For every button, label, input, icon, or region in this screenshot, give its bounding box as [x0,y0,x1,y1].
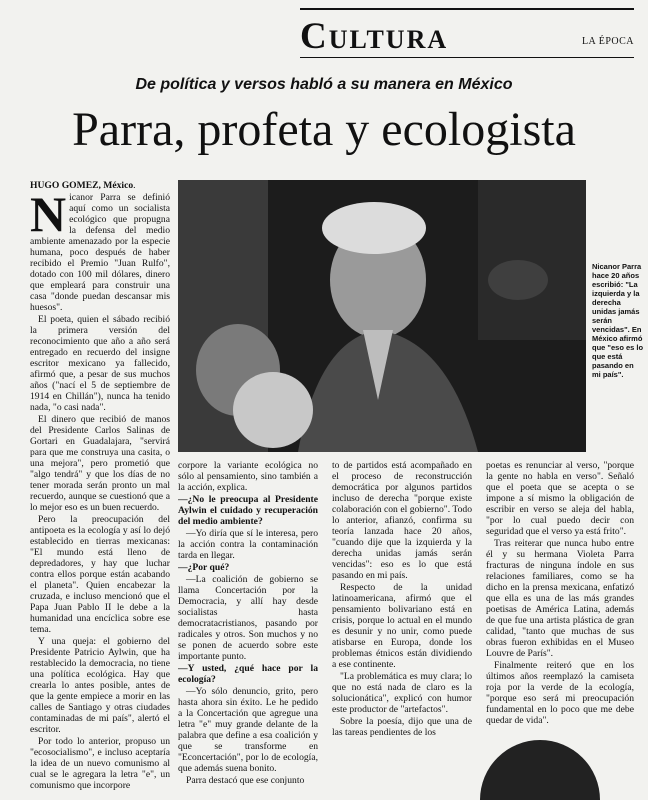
paragraph: Por todo lo anterior, propuso un "ecosocialismo", e incluso aceptaría la idea de un nuevo comunismo al cual se le agregara la letra "e", un comunismo que incorpore [30,736,170,790]
article-column-1: HUGO GOMEZ, México. Nicanor Parra se definió aquí como un socialista ecológico que propugna la defensa del medio ambiente amenazado por la especie humana, poco después de haber recibido el Premio "Juan Rulfo", dotado con 100 mil dólares, dinero que empleará para construir una casa "donde puedan descansar mis huesos". El poeta, quien el sábado recibió la primera versión del reconocimiento que año a año será entregado en recuerdo del insigne escritor mexicano ya fallecido, afirmó que, a pesar de sus muchos años ("nací el 5 de septiembre de 1914 en Chillán"), nunca ha tenido nada, "o casi nada". El dinero que recibió de manos del Presidente Carlos Salinas de Gortari en Guadalajara, "servirá para que me construya una casita, o una mejora", pero prometió que "algo tendrá" y que los días de no tener morada serán pronto un mal recuerdo, aunque se cuestionó que a lo mejor eso es un buen recuerdo. Pero la preocupación del antipoeta es la ecología y así lo dejó establecido en tierras mexicanas: "El mundo está lleno de depredadores, y hay que luchar contra ellos porque están acabando el planeta". Quien encabezar la cruzada, e incluso mencionó que el Papa Juan Pablo II le debe a la humanidad una encíclica sobre ese tema. Y una queja: el gobierno del Presidente Patricio Aylwin, que ha restablecido la democracia, no tiene una política ecológica. Hay que crearla lo antes posible, antes de que la gente empiece a morir en las calles de Santiago y otras ciudades contaminadas de mi país", alertó el escritor. Por todo lo anterior, propuso un "ecosocialismo", e incluso aceptaría la idea de un nuevo comunismo al cual se le agregara la letra "e", un comunismo que incorpore [30,180,170,790]
interview-question: —Y usted, ¿qué hace por la ecología? [178,663,318,685]
header-rule-bottom [300,57,634,58]
paragraph: —Yo diría que sí le interesa, pero la acción contra la contaminación tarda en llegar. [178,528,318,561]
paragraph: Pero la preocupación del antipoeta es la ecología y así lo dejó establecido en tierras mexicanas: "El mundo está lleno de depredadores, y hay que luchar contra ellos porque están acabando el planeta". Quien encabezar la cruzada, e incluso mencionó que el Papa Juan Pablo II le debe a la humanidad una encíclica sobre ese tema. [30,514,170,635]
paragraph: Finalmente reiteró que en los últimos años reemplazó la camiseta roja por la verde de la ecología, "porque eso será mi preocupación fundamental en lo poco que me debe quedar de vida". [486,660,634,726]
article-kicker: De política y versos habló a su manera en México [135,76,513,93]
paragraph: Respecto de la unidad latinoamericana, afirmó que el pensamiento bolivariano está en crisis, porque lo actual en el mundo es desunir y no unir, como puede atisbarse en Europa, donde los problemas étnicos están dividiendo a ese continente. [332,582,472,670]
photo-caption: Nicanor Parra hace 20 años escribió: "La izquierda y la derecha unidas jamás serán vencidas". En México afirmó que "eso es lo que está pasando en mi país". [592,262,644,379]
article-column-3 [332,460,472,795]
drop-cap: N [30,186,67,242]
paragraph: —La coalición de gobierno se llama Concertación por la Democracia, y allí hay desde socialistas hasta democratacristianos, pasando por radicales y otros. Son muchos y no se ponen de acuerdo sobre este importante punto. [178,574,318,662]
article-column-2 [178,460,318,795]
paragraph: poetas es renunciar al verso, "porque la gente no habla en verso". Señaló que el poeta que se acepta o se impone a sí mismo la obligación de escribir en verso se aleja del habla, "por lo cual puedo decir con seguridad que el verso ya está frito". [486,460,634,537]
header-rule-top [300,8,634,10]
dateline: HUGO GOMEZ, México [30,180,134,191]
paragraph: —Yo sólo denuncio, grito, pero hasta ahora sin éxito. Le he pedido a la Concertación que agregue una letra "e" muy grande delante de la palabra que define a esa coalición y que se transforme en "Econcertación", por lo de ecología, que además suena bonito. [178,686,318,774]
newspaper-brand: LA ÉPOCA [581,36,634,47]
paragraph: to de partidos está acompañado en el proceso de reconstrucción democrática por algunos partidos incluso de derecha "porque existe colaboración con el gobierno". Todo lo anterior, afianzó, confirma su teoría lanzada hace 20 años, "cuando dije que la izquierda y la derecha unidas jamás serán vencidas": eso es lo que está pasando en mi país. [332,460,472,581]
paragraph: El dinero que recibió de manos del Presidente Carlos Salinas de Gortari en Guadalajara, "servirá para que me construya una casita, o una mejora", pero prometió que "algo tendrá" y que los días de no tener morada serán pronto un mal recuerdo, aunque se cuestionó que a lo mejor eso es un buen recuerdo. [30,414,170,513]
photo-image [178,180,586,452]
section-title: Cultura [300,16,449,57]
paragraph: icanor Parra se definió aquí como un socialista ecológico que propugna la defensa del medio ambiente amenazado por la especie humana, poco después de haber recibido el Premio "Juan Rulfo", dotado con 100 mil dólares, dinero que empleará para construir una casa "donde puedan descansar mis huesos". [30,192,170,313]
paragraph: Parra destacó que ese conjunto [186,775,305,786]
article-headline: Parra, profeta y ecologista [72,103,576,156]
paragraph: Y una queja: el gobierno del Presidente Patricio Aylwin, que ha restablecido la democracia, no tiene una política ecológica. Hay que crearla lo antes posible, antes de que la gente empiece a morir en las calles de Santiago y otras ciudades contaminadas de mi país", alertó el escritor. [30,636,170,735]
interview-question: —¿No le preocupa al Presidente Aylwin el cuidado y recuperación del medio ambiente? [178,494,318,527]
article-photo [178,180,586,452]
interview-question: —¿Por qué? [178,562,230,573]
paragraph: Tras reiterar que nunca hubo entre él y su hermana Violeta Parra fracturas de ninguna índole en sus relaciones familiares, como se ha dicho en la prensa mexicana, enfatizó que ella es una de las más grandes poetisas de América Latina, además de que fue una artista plástica de gran calidad, "tanto que muchas de sus obras fueron exhibidas en el Museo Louvre de París". [486,538,634,659]
paragraph: "La problemática es muy clara; lo que no está nada de claro es la solucionática", explicó con humor este productor de "artefactos". [332,671,472,715]
paragraph: El poeta, quien el sábado recibió la primera versión del reconocimiento que año a año será entregado en recuerdo del insigne escritor mexicano ya fallecido, afirmó que, a pesar de sus muchos años ("nací el 5 de septiembre de 1914 en Chillán"), nunca ha tenido nada, "o casi nada". [30,314,170,413]
paragraph: Sobre la poesía, dijo que una de las tareas pendientes de los [332,716,472,738]
paragraph: corpore la variante ecológica no sólo al pensamiento, sino también a la acción, explica. [178,460,318,493]
